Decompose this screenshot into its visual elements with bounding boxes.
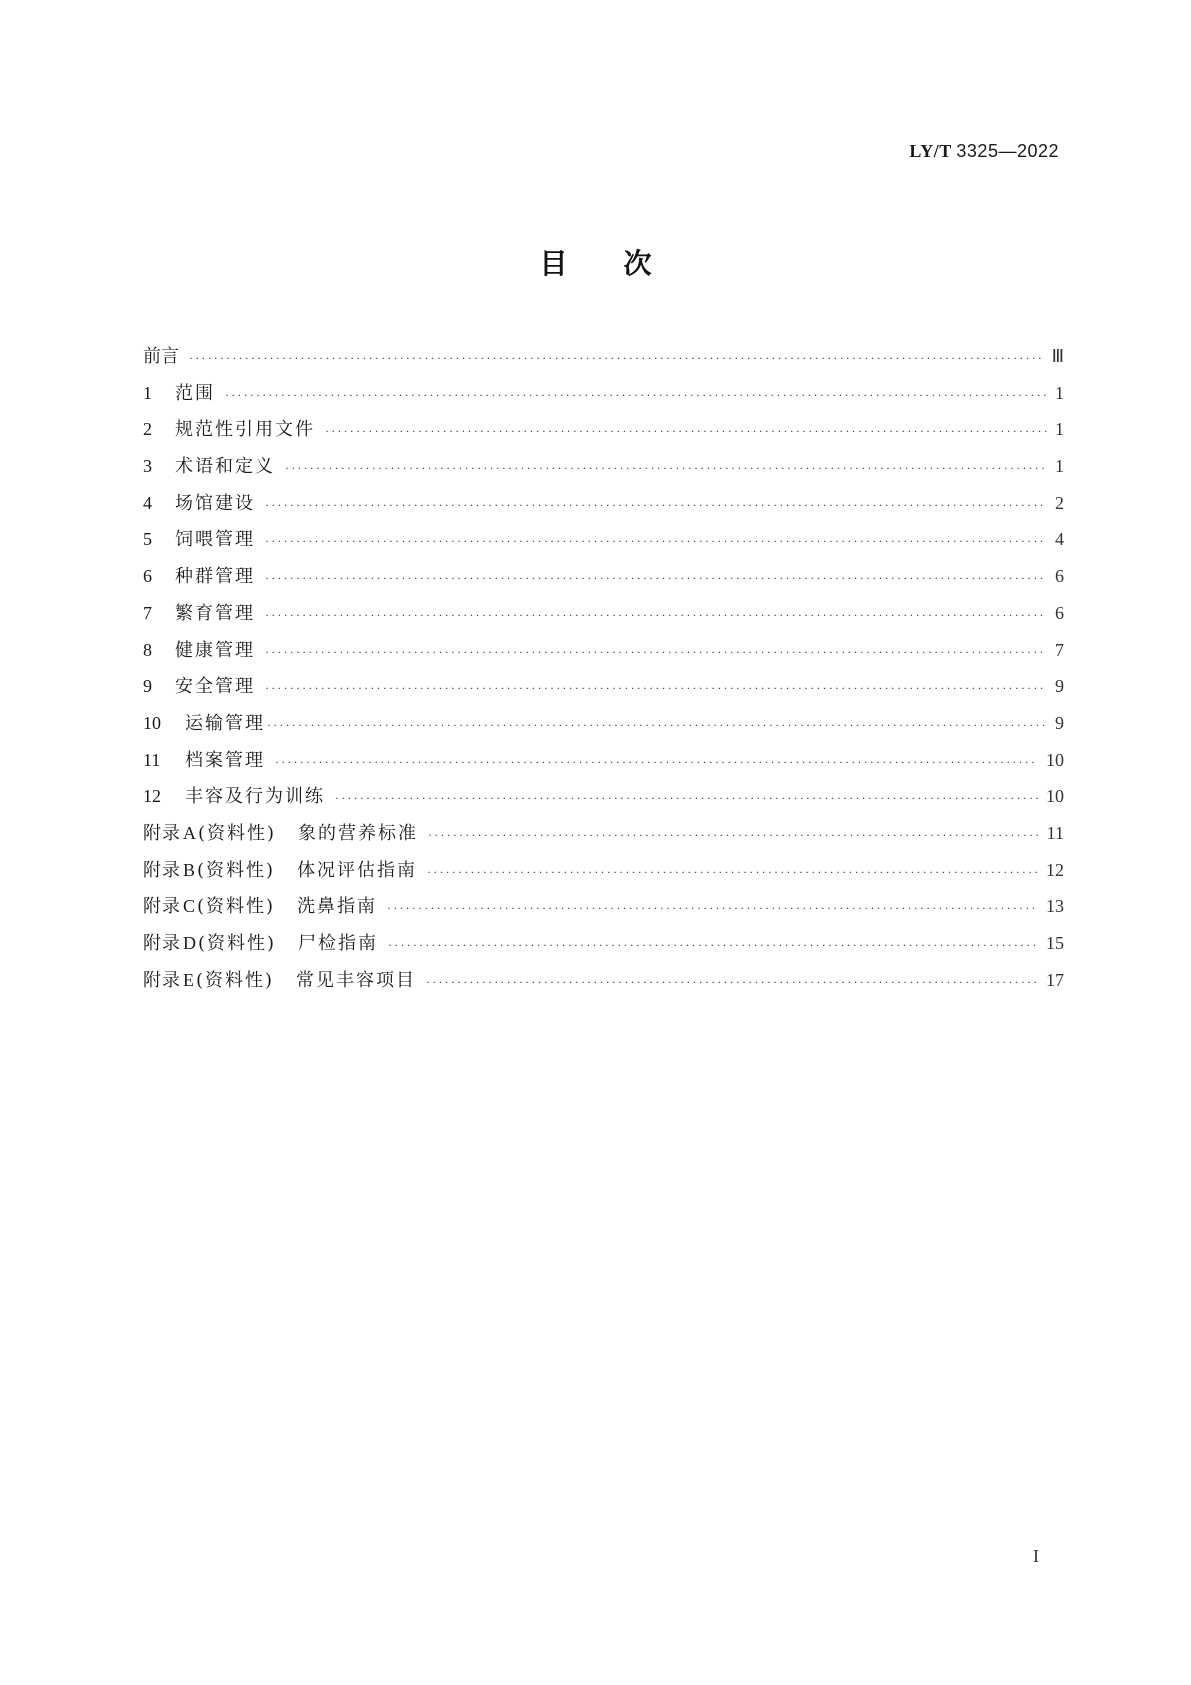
dot-leader: [265, 670, 1047, 707]
dot-leader: [189, 340, 1044, 377]
toc-entry-label: 范围: [175, 382, 215, 404]
appendix-letter: E: [183, 969, 194, 990]
toc-entry-appendix-c[interactable]: [143, 888, 1064, 925]
toc-entry-7[interactable]: [143, 595, 1064, 632]
dot-leader: [387, 890, 1038, 927]
table-of-contents: [143, 338, 1064, 998]
dot-leader: [335, 780, 1038, 817]
toc-entry-number: 5: [143, 529, 152, 550]
toc-entry-page: 17: [1046, 969, 1064, 990]
toc-entry-label: 健康管理: [175, 639, 255, 661]
toc-entry-number: 1: [143, 382, 152, 403]
toc-entry-page: 10: [1046, 749, 1064, 770]
appendix-prefix: 附录: [143, 822, 181, 844]
appendix-type: (资料性): [197, 859, 276, 881]
toc-entry-page: 9: [1055, 676, 1064, 697]
toc-entry-label: 洗鼻指南: [297, 896, 378, 918]
dot-leader: [265, 523, 1047, 560]
toc-entry-appendix-d[interactable]: [143, 925, 1064, 962]
toc-entry-page: Ⅲ: [1051, 346, 1064, 366]
toc-entry-label: 场馆建设: [175, 492, 255, 514]
appendix-type: (资料性): [198, 933, 277, 954]
toc-entry-label: 种群管理: [175, 566, 255, 588]
toc-entry-page: 1: [1055, 456, 1064, 477]
appendix-prefix: 附录: [143, 969, 181, 991]
toc-entry-label: 规范性引用文件: [175, 419, 315, 441]
toc-entry-11[interactable]: [143, 742, 1064, 779]
toc-entry-appendix-a[interactable]: [143, 815, 1064, 852]
toc-entry-page: 10: [1046, 786, 1064, 807]
toc-entry-number: 11: [143, 749, 161, 770]
toc-entry-4[interactable]: [143, 485, 1064, 522]
toc-entry-number: 6: [143, 566, 152, 587]
toc-entry-page: 12: [1046, 859, 1064, 880]
toc-entry-number: 8: [143, 639, 152, 660]
toc-entry-3[interactable]: [143, 448, 1064, 485]
toc-entry-number: 3: [143, 456, 152, 477]
appendix-prefix: 附录: [143, 859, 181, 881]
toc-entry-number: 10: [143, 712, 161, 733]
toc-entry-label: 运输管理: [185, 712, 265, 734]
toc-entry-8[interactable]: [143, 632, 1064, 669]
dot-leader: [267, 707, 1047, 744]
toc-title: 目次: [539, 247, 708, 280]
toc-entry-label: 安全管理: [175, 676, 255, 698]
toc-entry-page: 13: [1046, 896, 1064, 917]
toc-entry-label: 术语和定义: [175, 456, 275, 478]
toc-entry-6[interactable]: [143, 558, 1064, 595]
dot-leader: [427, 854, 1038, 891]
dot-leader: [285, 450, 1047, 487]
appendix-letter: B: [183, 859, 196, 880]
toc-entry-number: 12: [143, 786, 161, 807]
toc-entry-page: 1: [1055, 382, 1064, 403]
standard-code: [909, 141, 1059, 162]
toc-entry-page: 9: [1055, 712, 1064, 733]
toc-entry-page: 2: [1055, 492, 1064, 513]
toc-entry-9[interactable]: [143, 668, 1064, 705]
toc-entry-label: 常见丰容项目: [296, 969, 417, 991]
dot-leader: [388, 927, 1038, 964]
toc-entry-page: 1: [1055, 419, 1064, 440]
toc-entry-number: 9: [143, 676, 152, 697]
appendix-prefix: 附录: [143, 896, 181, 918]
standard-prefix: LY/T: [909, 141, 952, 161]
dot-leader: [225, 377, 1047, 414]
dot-leader: [428, 817, 1039, 854]
toc-entry-appendix-e[interactable]: [143, 962, 1064, 999]
dot-leader: [275, 744, 1038, 781]
toc-entry-label: 饲喂管理: [175, 529, 255, 551]
toc-entry-label: 档案管理: [185, 749, 265, 771]
standard-year: 2022: [1016, 141, 1059, 161]
toc-entry-foreword[interactable]: [143, 338, 1064, 375]
appendix-type: (资料性): [196, 969, 275, 991]
appendix-letter: A: [183, 822, 196, 843]
toc-entry-label: 繁育管理: [175, 602, 255, 624]
footer-page-number: I: [1033, 1546, 1039, 1566]
dot-leader: [265, 487, 1047, 524]
dot-leader: [325, 413, 1047, 450]
toc-entry-number: 2: [143, 419, 152, 440]
appendix-prefix: 附录: [143, 933, 181, 954]
dot-leader: [265, 634, 1047, 671]
toc-entry-1[interactable]: [143, 375, 1064, 412]
toc-entry-page: 6: [1055, 566, 1064, 587]
toc-entry-page: 15: [1046, 933, 1064, 953]
standard-number: 3325: [956, 141, 999, 161]
appendix-letter: D: [183, 933, 196, 953]
dot-leader: [265, 597, 1047, 634]
appendix-type: (资料性): [197, 896, 276, 918]
standard-dash: —: [998, 141, 1017, 161]
appendix-type: (资料性): [198, 822, 277, 844]
toc-entry-appendix-b[interactable]: [143, 852, 1064, 889]
toc-entry-page: 4: [1055, 529, 1064, 550]
dot-leader: [426, 964, 1038, 1001]
toc-entry-label: 前言: [143, 346, 179, 367]
appendix-letter: C: [183, 896, 196, 917]
toc-entry-10[interactable]: [143, 705, 1064, 742]
toc-entry-12[interactable]: [143, 778, 1064, 815]
toc-entry-page: 11: [1046, 822, 1064, 843]
toc-entry-2[interactable]: [143, 411, 1064, 448]
toc-entry-number: 4: [143, 492, 152, 513]
toc-entry-label: 象的营养标准: [298, 822, 419, 844]
toc-entry-page: 6: [1055, 602, 1064, 623]
toc-entry-5[interactable]: [143, 521, 1064, 558]
dot-leader: [265, 560, 1047, 597]
toc-entry-label: 尸检指南: [298, 933, 379, 954]
toc-entry-label: 丰容及行为训练: [185, 786, 325, 808]
toc-entry-label: 体况评估指南: [297, 859, 418, 881]
toc-entry-number: 7: [143, 602, 152, 623]
toc-entry-page: 7: [1055, 639, 1064, 660]
